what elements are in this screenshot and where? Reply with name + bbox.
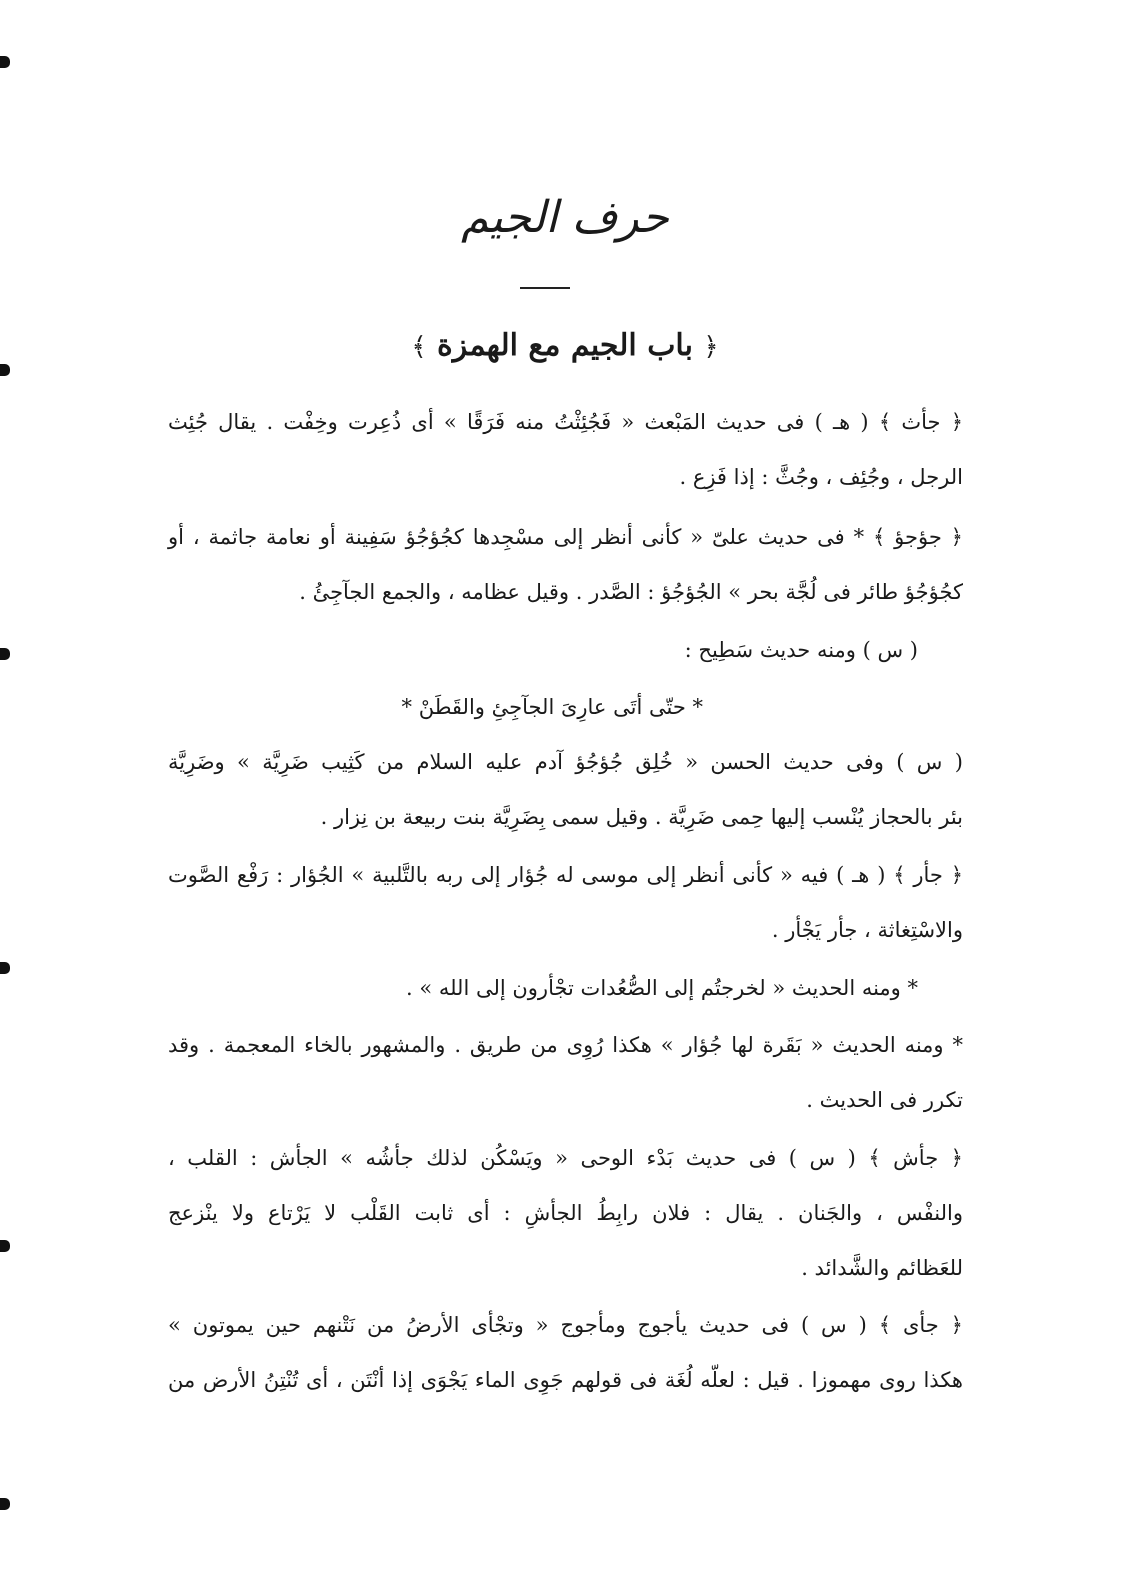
text-line: بئر بالحجاز يُنْسب إليها حِمى ضَرِيَّة . وقيل سمى بِضَرِيَّة بنت ربيعة بن نِزار . <box>320 805 963 829</box>
text-line: والاسْتِغاثة ، جأر يَجْأر . <box>771 918 963 942</box>
chapter-title: حرف الجيم <box>461 192 669 243</box>
binding-hole-mark <box>0 962 10 974</box>
binding-hole-mark <box>0 648 10 660</box>
text-line: * ومنه الحديث « بَقَرة لها جُؤار » هكذا رُوِى من طريق . والمشهور بالخاء المعجمة . وقد <box>168 1033 963 1057</box>
text-line: ﴿ جؤجؤ ﴾ * فى حديث علىّ « كأنى أنظر إلى مسْجِدها كجُؤجُؤ سَفِينة أو نعامة جاثمة ، أو <box>168 525 963 549</box>
text-line: للعَظائم والشَّدائد . <box>801 1256 963 1280</box>
binding-hole-mark <box>0 1498 10 1510</box>
text-line: ( س ) وفى حديث الحسن « خُلِق جُؤجُؤ آدم عليه السلام من كَثِيب ضَرِيَّة » وضَرِيَّة <box>168 750 963 774</box>
text-line: * ومنه الحديث « لخرجتُم إلى الصُّعُدات تجْأرون إلى الله » . <box>405 976 918 1000</box>
text-line: ﴿ جأش ﴾ ( س ) فى حديث بَدْء الوحى « ويَسْكُن لذلك جأشُه » الجأش : القلب ، <box>168 1146 963 1170</box>
text-line: هكذا روى مهموزا . قيل : لعلّه لُغَة فى قولهم جَوِى الماء يَجْوَى إذا أنْتَن ، أى تُنْتِنُ الأرض من <box>168 1368 963 1392</box>
body-text <box>168 0 963 1593</box>
binding-hole-mark <box>0 56 10 68</box>
text-line: والنفْس ، والجَنان . يقال : فلان رابِطُ الجأشِ : أى ثابت القَلْب لا يَرْتاع ولا ينْزعج <box>168 1201 963 1225</box>
text-line: ﴿ جأى ﴾ ( س ) فى حديث يأجوج ومأجوج « وتجْأى الأرضُ من نَتْنهم حين يموتون » <box>168 1313 963 1337</box>
section-ornament-right: ﴿ <box>703 332 719 362</box>
text-line: ﴿ جأث ﴾ ( هـ ) فى حديث المَبْعث « فَجُئِثْتُ منه فَرَقًا » أى ذُعِرت وخِفْت . يقال جُئِث <box>168 410 964 434</box>
binding-hole-mark <box>0 1240 10 1252</box>
text-line: كجُؤجُؤ طائر فى لُجَّة بحر » الجُؤجُؤ : الصَّدر . وقيل عظامه ، والجمع الجآجِئُ . <box>299 580 963 604</box>
section-ornament-left: ﴾ <box>411 332 427 362</box>
text-line: ( س ) ومنه حديث سَطِيح : <box>684 638 918 662</box>
text-line: ﴿ جأر ﴾ ( هـ ) فيه « كأنى أنظر إلى موسى له جُؤار إلى ربه بالتَّلبية » الجُؤار : رَفْع الصَّوت <box>168 863 963 887</box>
text-line: تكرر فى الحديث . <box>806 1088 963 1112</box>
text-line: * حتّى أتَى عارِىَ الجآجِئِ والقَطَنْ * <box>401 695 703 719</box>
section-title-text: باب الجيم مع الهمزة <box>437 328 693 363</box>
text-line: الرجل ، وجُئِف ، وجُثَّ : إذا فَزِع . <box>679 465 963 489</box>
binding-hole-mark <box>0 364 10 376</box>
